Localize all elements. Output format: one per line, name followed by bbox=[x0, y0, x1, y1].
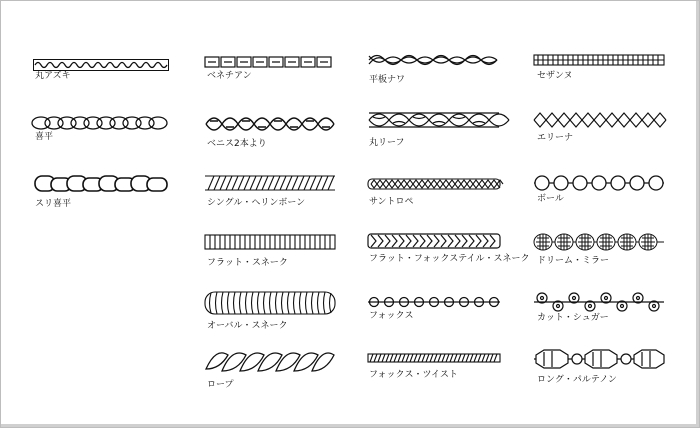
saint-tropez-chain-icon bbox=[367, 177, 501, 191]
long-parthenon-chain-icon bbox=[533, 347, 665, 371]
chain-label-cezanne: セザンヌ bbox=[537, 71, 573, 81]
cezanne-chain-icon bbox=[533, 53, 665, 67]
chain-label-oval-snake: オーバル・スネーク bbox=[207, 321, 288, 331]
chain-label-rope: ロープ bbox=[207, 380, 234, 390]
chain-label-long-parthenon: ロング・パルテノン bbox=[537, 375, 617, 385]
chain-label-fox: フォックス bbox=[369, 311, 414, 321]
dream-mirror-chain-icon bbox=[533, 232, 665, 252]
suri-kihei-chain-icon bbox=[33, 173, 169, 195]
chain-label-saint-tropez: サントロペ bbox=[369, 197, 414, 207]
azuki-chain-icon bbox=[33, 59, 169, 71]
chain-label-dream-mirror: ドリーム・ミラー bbox=[537, 256, 610, 266]
chain-label-suri-kihei: スリ喜平 bbox=[35, 199, 72, 209]
round-leaf-chain-icon bbox=[367, 109, 501, 131]
chain-label-flat-foxtail: フラット・フォックステイル・スネーク bbox=[369, 254, 530, 264]
chain-label-elina: エリーナ bbox=[537, 133, 574, 143]
fox-chain-icon bbox=[367, 295, 501, 309]
rope-chain-icon bbox=[204, 347, 336, 377]
chain-label-ball: ボール bbox=[537, 194, 564, 204]
elina-chain-icon bbox=[533, 111, 665, 129]
chain-label-venice-twist: ベニス2本より bbox=[207, 139, 267, 149]
cut-sugar-chain-icon bbox=[533, 291, 665, 313]
chain-label-round-leaf: 丸リーフ bbox=[369, 138, 405, 148]
ball-chain-icon bbox=[533, 174, 665, 192]
oval-snake-chain-icon bbox=[204, 290, 336, 316]
venice-twist-chain-icon bbox=[204, 113, 336, 135]
kihei-chain-icon bbox=[33, 115, 169, 131]
flat-rope-chain-icon bbox=[367, 51, 501, 69]
herringbone-chain-icon bbox=[204, 173, 336, 193]
chain-label-cut-sugar: カット・シュガー bbox=[537, 313, 609, 323]
chain-label-venetian: ベネチアン bbox=[207, 71, 252, 81]
flat-foxtail-chain-icon bbox=[367, 233, 501, 249]
venetian-chain-icon bbox=[204, 55, 336, 69]
flat-snake-chain-icon bbox=[204, 233, 336, 251]
chain-label-fox-twist: フォックス・ツイスト bbox=[369, 370, 458, 380]
chain-label-flat-rope: 平板ナワ bbox=[369, 75, 406, 85]
fox-twist-chain-icon bbox=[367, 353, 501, 363]
chain-label-herringbone: シングル・ヘリンボーン bbox=[207, 198, 306, 208]
chain-label-kihei: 喜平 bbox=[35, 132, 54, 142]
chain-label-flat-snake: フラット・スネーク bbox=[207, 258, 288, 268]
chain-label-azuki: 丸アズキ bbox=[35, 71, 71, 81]
